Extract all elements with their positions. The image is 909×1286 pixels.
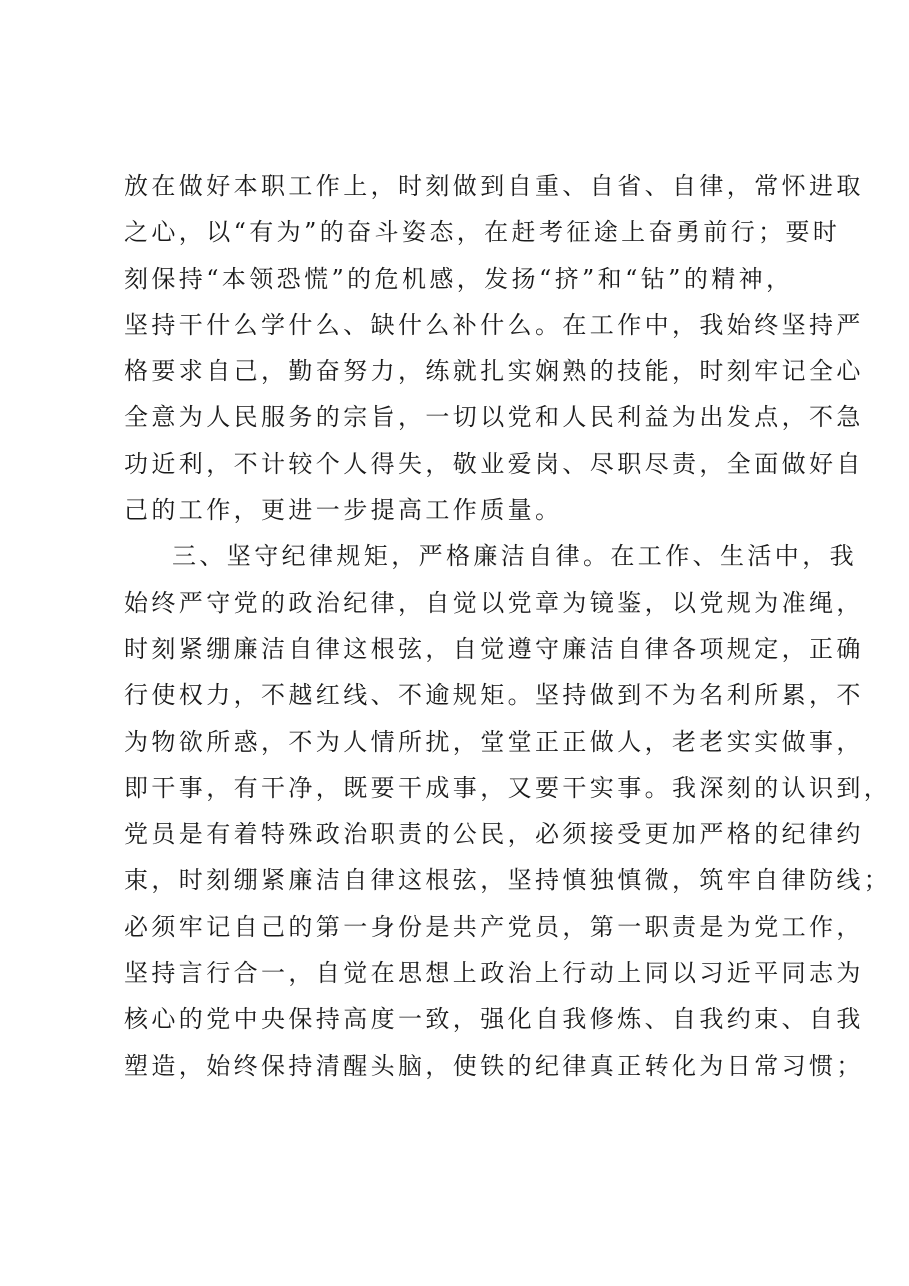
document-body — [124, 163, 892, 1089]
text-line: 即干事，有干净，既要干成事，又要干实事。我深刻的认识到， — [124, 773, 892, 802]
text-line: 坚持干什么学什么、缺什么补什么。在工作中，我始终坚持严 — [124, 310, 864, 339]
text-line: 刻保持“本领恐慌”的危机感，发扬“挤”和“钻”的精神， — [124, 264, 794, 293]
text-line: 功近利，不计较个人得失，敬业爱岗、尽职尽责，全面做好自 — [124, 449, 864, 478]
text-line: 放在做好本职工作上，时刻做到自重、自省、自律，常怀进取 — [124, 172, 864, 200]
text-line: 塑造，始终保持清醒头脑，使铁的纪律真正转化为日常习惯； — [124, 1051, 864, 1080]
text-line: 格要求自己，勤奋努力，练就扎实娴熟的技能，时刻牢记全心 — [124, 357, 864, 386]
section-heading-line: 三、坚守纪律规矩，严格廉洁自律。在工作、生活中，我 — [172, 542, 857, 571]
text-line: 核心的党中央保持高度一致，强化自我修炼、自我约束、自我 — [124, 1005, 864, 1034]
text-line: 己的工作，更进一步提高工作质量。 — [124, 496, 563, 525]
text-line: 为物欲所惑，不为人情所扰，堂堂正正做人，老老实实做事， — [124, 727, 864, 756]
text-line: 坚持言行合一，自觉在思想上政治上行动上同以习近平同志为 — [124, 959, 864, 988]
text-line: 全意为人民服务的宗旨，一切以党和人民利益为出发点，不急 — [124, 403, 864, 432]
text-line: 束，时刻绷紧廉洁自律这根弦，坚持慎独慎微，筑牢自律防线； — [124, 866, 892, 895]
text-line: 时刻紧绷廉洁自律这根弦，自觉遵守廉洁自律各项规定，正确 — [124, 634, 864, 663]
text-line: 行使权力，不越红线、不逾规矩。坚持做到不为名利所累，不 — [124, 681, 864, 710]
text-line: 之心，以“有为”的奋斗姿态，在赶考征途上奋勇前行；要时 — [124, 218, 841, 247]
text-line: 党员是有着特殊政治职责的公民，必须接受更加严格的纪律约 — [124, 820, 864, 849]
text-line: 始终严守党的政治纪律，自觉以党章为镜鉴，以党规为准绳， — [124, 588, 864, 617]
text-line: 必须牢记自己的第一身份是共产党员，第一职责是为党工作， — [124, 912, 864, 941]
